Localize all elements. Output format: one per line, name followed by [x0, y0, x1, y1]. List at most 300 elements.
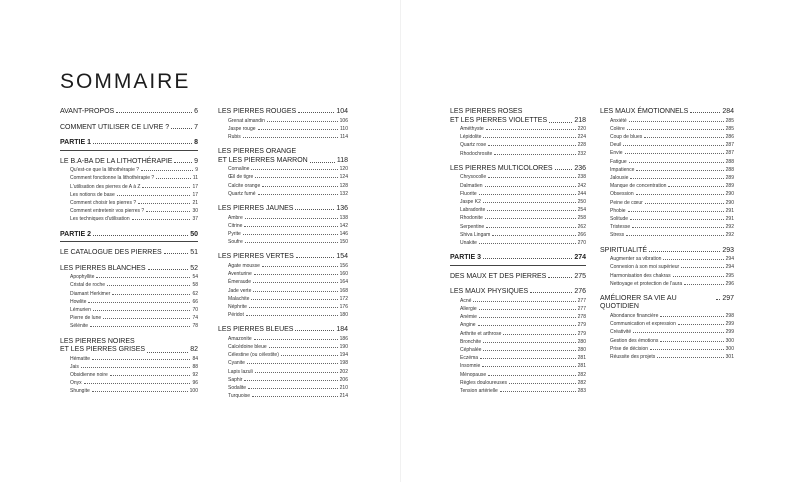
- part-heading[interactable]: [60, 139, 198, 148]
- toc-subentry[interactable]: [450, 190, 586, 198]
- subentry-title: Célestine (ou célestite): [228, 352, 279, 359]
- subentry-page: 138: [339, 214, 348, 221]
- subentry-title: Les notions de base: [70, 191, 115, 198]
- subentry-title: Comment fonctionne la lithothérapie ?: [70, 175, 155, 182]
- toc-subentry[interactable]: [60, 387, 198, 395]
- toc-subentry[interactable]: [450, 371, 586, 379]
- subentry-title: Eczéma: [460, 355, 479, 362]
- toc-subentry[interactable]: [600, 215, 734, 223]
- subentry-page: 9: [195, 167, 198, 174]
- toc-subentry[interactable]: [600, 117, 734, 125]
- dot-leader: [269, 347, 338, 348]
- toc-subentry[interactable]: [60, 281, 198, 289]
- toc-subentry[interactable]: [600, 272, 734, 280]
- entry-page: 118: [336, 156, 348, 164]
- entry-title: AVANT-PROPOS: [60, 108, 115, 115]
- toc-subentry[interactable]: [600, 141, 734, 149]
- subentry-page: 258: [577, 215, 586, 222]
- subentry-page: 210: [339, 385, 348, 392]
- toc-subentry[interactable]: [600, 207, 734, 215]
- toc-subentry[interactable]: [600, 320, 734, 328]
- toc-subentry[interactable]: [218, 125, 348, 133]
- toc-subentry[interactable]: [600, 182, 734, 190]
- entry-title: LE CATALOGUE DES PIERRES: [60, 249, 162, 257]
- subentry-title: Colère: [610, 125, 625, 132]
- entry-page: 154: [336, 253, 348, 261]
- subentry-page: 242: [577, 182, 586, 189]
- toc-section: [600, 108, 734, 240]
- subentry-page: 224: [577, 134, 586, 141]
- subentry-page: 290: [725, 191, 734, 198]
- dot-leader: [295, 209, 334, 210]
- toc-subentry[interactable]: [218, 351, 348, 359]
- toc-subentry[interactable]: [600, 158, 734, 166]
- toc-subentry[interactable]: [450, 330, 586, 338]
- subentry-title: Solitude: [610, 215, 629, 222]
- toc-entry[interactable]: [450, 288, 586, 297]
- subentry-page: 281: [577, 355, 586, 362]
- subentry-title: Augmenter sa vibration: [610, 256, 662, 263]
- dot-leader: [296, 257, 335, 258]
- toc-subentry[interactable]: [600, 149, 734, 157]
- toc-entry[interactable]: [218, 108, 348, 117]
- entry-page: 293: [722, 246, 734, 254]
- entry-page: 6: [194, 108, 198, 115]
- toc-entry[interactable]: [218, 205, 348, 214]
- toc-subentry[interactable]: [218, 303, 348, 311]
- subentry-page: 190: [339, 344, 348, 351]
- toc-subentry[interactable]: [600, 353, 734, 361]
- toc-subentry[interactable]: [218, 287, 348, 295]
- subentry-page: 124: [339, 174, 348, 181]
- subentry-title: Ambre: [228, 214, 243, 221]
- subentry-page: 287: [725, 142, 734, 149]
- subentry-title: Unakite: [460, 240, 477, 247]
- toc-subentry[interactable]: [218, 262, 348, 270]
- toc-entry[interactable]: [600, 108, 734, 117]
- subentry-page: 21: [192, 199, 198, 206]
- toc-subentry[interactable]: [60, 273, 198, 281]
- subentry-page: 250: [577, 199, 586, 206]
- subentry-page: 295: [725, 272, 734, 279]
- toc-subentry[interactable]: [600, 312, 734, 320]
- dot-leader: [132, 219, 191, 220]
- subentry-title: Grenat almandin: [228, 117, 265, 124]
- toc-section: [60, 249, 198, 258]
- toc-subentry[interactable]: [450, 313, 586, 321]
- dot-leader: [138, 203, 190, 204]
- toc-subentry[interactable]: [218, 384, 348, 392]
- subentry-page: 132: [339, 190, 348, 197]
- dot-leader: [492, 235, 575, 236]
- subentry-title: Connexion à son moi supérieur: [610, 264, 680, 271]
- toc-subentry[interactable]: [450, 150, 586, 158]
- part-rule: [60, 150, 198, 151]
- dot-leader: [628, 211, 724, 212]
- toc-subentry[interactable]: [600, 199, 734, 207]
- toc-subentry[interactable]: [450, 182, 586, 190]
- toc-subentry[interactable]: [218, 278, 348, 286]
- dot-leader: [141, 170, 193, 171]
- dot-leader: [483, 202, 576, 203]
- toc-subentry[interactable]: [60, 207, 198, 215]
- subentry-page: 66: [192, 298, 198, 305]
- subentry-page: 146: [339, 230, 348, 237]
- dot-leader: [255, 372, 338, 373]
- dot-leader: [248, 388, 338, 389]
- subentry-title: Rhodonite: [460, 215, 483, 222]
- toc-subentry[interactable]: [450, 362, 586, 370]
- toc-subentry[interactable]: [450, 173, 586, 181]
- subentry-page: 37: [192, 216, 198, 223]
- toc-subentry[interactable]: [218, 117, 348, 125]
- subentry-title: Dalmatien: [460, 182, 483, 189]
- subentry-title: Envie: [610, 150, 623, 157]
- toc-subentry[interactable]: [600, 133, 734, 141]
- toc-subentry[interactable]: [218, 335, 348, 343]
- toc-section: [218, 205, 348, 246]
- subentry-page: 277: [577, 297, 586, 304]
- toc-subentry[interactable]: [60, 322, 198, 330]
- dot-leader: [171, 128, 192, 129]
- toc-subentry[interactable]: [450, 214, 586, 222]
- entry-title: SPIRITUALITÉ: [600, 246, 648, 254]
- toc-subentry[interactable]: [60, 379, 198, 387]
- toc-entry[interactable]: [450, 108, 586, 125]
- toc-subentry[interactable]: [450, 346, 586, 354]
- toc-entry[interactable]: [450, 165, 586, 174]
- toc-subentry[interactable]: [60, 306, 198, 314]
- dot-leader: [253, 282, 338, 283]
- subentry-title: Règles douloureuses: [460, 379, 507, 386]
- dot-leader: [716, 299, 720, 300]
- subentry-page: 288: [725, 158, 734, 165]
- toc-subentry[interactable]: [218, 343, 348, 351]
- subentry-title: Citrine: [228, 222, 243, 229]
- toc-subentry[interactable]: [60, 290, 198, 298]
- dot-leader: [485, 218, 576, 219]
- toc-column-4: [600, 108, 734, 368]
- subentry-title: Néphrite: [228, 303, 247, 310]
- subentry-page: 282: [577, 379, 586, 386]
- subentry-title: Soufre: [228, 239, 243, 246]
- dot-leader: [482, 366, 575, 367]
- dot-leader: [251, 299, 337, 300]
- toc-section: [450, 288, 586, 395]
- dot-leader: [629, 162, 724, 163]
- toc-subentry[interactable]: [60, 191, 198, 199]
- toc-subentry[interactable]: [218, 173, 348, 181]
- dot-leader: [117, 195, 191, 196]
- subentry-title: Diamant Herkimer: [70, 290, 111, 297]
- subentry-page: 17: [192, 191, 198, 198]
- subentry-title: Shiva Lingam: [460, 231, 491, 238]
- toc-subentry[interactable]: [600, 190, 734, 198]
- toc-subentry[interactable]: [450, 223, 586, 231]
- dot-leader: [483, 258, 572, 259]
- subentry-title: Comment choisir les pierres ?: [70, 199, 137, 206]
- toc-subentry[interactable]: [218, 295, 348, 303]
- subentry-title: Quartz rose: [460, 142, 487, 149]
- subentry-title: Rubis: [228, 133, 241, 140]
- toc-subentry[interactable]: [600, 280, 734, 288]
- toc-subentry[interactable]: [60, 298, 198, 306]
- toc-subentry[interactable]: [450, 133, 586, 141]
- toc-section: [60, 124, 198, 133]
- dot-leader: [244, 380, 337, 381]
- toc-subentry[interactable]: [218, 392, 348, 400]
- toc-subentry[interactable]: [450, 231, 586, 239]
- subentry-page: 299: [725, 321, 734, 328]
- dot-leader: [110, 375, 191, 376]
- subentry-page: 228: [577, 142, 586, 149]
- toc-section: [218, 326, 348, 400]
- toc-subentry[interactable]: [60, 166, 198, 174]
- subentry-page: 288: [725, 166, 734, 173]
- toc-subentry[interactable]: [60, 355, 198, 363]
- dot-leader: [281, 355, 338, 356]
- toc-entry[interactable]: [60, 124, 198, 133]
- toc-subentry[interactable]: [600, 125, 734, 133]
- entry-page: 184: [336, 326, 348, 334]
- toc-subentry[interactable]: [218, 133, 348, 141]
- entry-title: LES MAUX ÉMOTIONNELS: [600, 108, 689, 115]
- subentry-page: 128: [339, 182, 348, 189]
- entry-title: LES PIERRES VERTES: [218, 253, 294, 261]
- toc-subentry[interactable]: [450, 338, 586, 346]
- toc-entry[interactable]: [60, 249, 198, 258]
- toc-subentry[interactable]: [218, 311, 348, 319]
- subentry-page: 172: [339, 295, 348, 302]
- subentry-page: 292: [725, 232, 734, 239]
- subentry-page: 180: [339, 312, 348, 319]
- entry-title: LES PIERRES BLEUES: [218, 326, 294, 334]
- subentry-title: Sélénite: [70, 323, 89, 330]
- toc-entry[interactable]: [600, 247, 734, 256]
- dot-leader: [684, 284, 724, 285]
- subentry-page: 202: [339, 368, 348, 375]
- subentry-title: Rhodochrosite: [460, 150, 493, 157]
- subentry-page: 238: [577, 174, 586, 181]
- dot-leader: [295, 330, 334, 331]
- dot-leader: [681, 267, 723, 268]
- toc-subentry[interactable]: [218, 165, 348, 173]
- toc-entry[interactable]: [60, 338, 198, 355]
- toc-subentry[interactable]: [450, 354, 586, 362]
- entry-title: LE B.A-BA DE LA LITHOTHÉRAPIE: [60, 157, 173, 165]
- toc-subentry[interactable]: [450, 125, 586, 133]
- subentry-page: 294: [725, 256, 734, 263]
- toc-subentry[interactable]: [450, 297, 586, 305]
- dot-leader: [93, 235, 188, 236]
- subentry-page: 300: [725, 337, 734, 344]
- entry-page: 51: [190, 249, 198, 257]
- toc-subentry[interactable]: [218, 190, 348, 198]
- toc-entry[interactable]: [218, 148, 348, 165]
- toc-subentry[interactable]: [450, 239, 586, 247]
- dot-leader: [663, 259, 723, 260]
- toc-subentry[interactable]: [218, 376, 348, 384]
- dot-leader: [629, 121, 724, 122]
- toc-subentry[interactable]: [450, 206, 586, 214]
- toc-subentry[interactable]: [450, 321, 586, 329]
- dot-leader: [246, 315, 338, 316]
- dot-leader: [254, 274, 338, 275]
- toc-subentry[interactable]: [218, 230, 348, 238]
- part-rule: [60, 241, 198, 242]
- subentry-page: 279: [577, 322, 586, 329]
- toc-entry[interactable]: [450, 273, 586, 282]
- dot-leader: [548, 277, 572, 278]
- toc-subentry[interactable]: [600, 328, 734, 336]
- dot-leader: [81, 367, 191, 368]
- dot-leader: [649, 251, 720, 252]
- toc-subentry[interactable]: [600, 337, 734, 345]
- toc-entry[interactable]: [218, 253, 348, 262]
- subentry-title: Jais: [70, 363, 79, 370]
- subentry-page: 278: [577, 314, 586, 321]
- subentry-title: Calcite orange: [228, 182, 261, 189]
- toc-subentry[interactable]: [600, 231, 734, 239]
- subentry-title: Arthrite et arthrose: [460, 330, 502, 337]
- subentry-title: Peine de cœur: [610, 199, 643, 206]
- part-heading[interactable]: [450, 254, 586, 263]
- toc-subentry[interactable]: [60, 199, 198, 207]
- entry-title: PARTIE 3: [450, 254, 481, 262]
- dot-leader: [103, 318, 190, 319]
- dot-leader: [509, 383, 576, 384]
- dot-leader: [90, 326, 190, 327]
- toc-subentry[interactable]: [60, 183, 198, 191]
- subentry-title: Hématite: [70, 355, 91, 362]
- page-gutter: [400, 0, 401, 482]
- subentry-title: Prise de décision: [610, 345, 649, 352]
- entry-page: 275: [574, 272, 586, 280]
- toc-subentry[interactable]: [450, 387, 586, 395]
- subentry-page: 300: [725, 345, 734, 352]
- subentry-title: Howlite: [70, 298, 87, 305]
- subentry-title: Turquoise: [228, 393, 251, 400]
- toc-column-1: [60, 108, 198, 403]
- toc-section: [450, 273, 586, 282]
- dot-leader: [483, 342, 576, 343]
- toc-subentry[interactable]: [218, 359, 348, 367]
- part-heading[interactable]: [60, 231, 198, 240]
- subentry-title: Anxiété: [610, 117, 627, 124]
- subentry-title: Péridot: [228, 312, 244, 319]
- dot-leader: [660, 341, 723, 342]
- toc-subentry[interactable]: [60, 215, 198, 223]
- subentry-page: 120: [339, 166, 348, 173]
- toc-entry[interactable]: [60, 108, 198, 117]
- toc-subentry[interactable]: [450, 305, 586, 313]
- toc-subentry[interactable]: [60, 314, 198, 322]
- subentry-page: 206: [339, 376, 348, 383]
- entry-page: 52: [190, 264, 198, 272]
- dot-leader: [626, 235, 723, 236]
- toc-entry[interactable]: [60, 158, 198, 167]
- subentry-page: 164: [339, 279, 348, 286]
- toc-subentry[interactable]: [600, 345, 734, 353]
- subentry-page: 62: [192, 290, 198, 297]
- toc-subentry[interactable]: [600, 174, 734, 182]
- toc-column-2: [218, 108, 348, 407]
- subentry-title: Comment entretenir vos pierres ?: [70, 208, 145, 215]
- dot-leader: [657, 357, 723, 358]
- subentry-title: Apophyllite: [70, 274, 95, 281]
- dot-leader: [479, 194, 576, 195]
- subentry-title: Gestion des émotions: [610, 337, 659, 344]
- toc-subentry[interactable]: [218, 270, 348, 278]
- toc-subentry[interactable]: [450, 141, 586, 149]
- dot-leader: [486, 129, 576, 130]
- toc-subentry[interactable]: [600, 223, 734, 231]
- dot-leader: [644, 137, 723, 138]
- subentry-page: 17: [192, 183, 198, 190]
- toc-subentry[interactable]: [60, 174, 198, 182]
- toc-subentry[interactable]: [600, 263, 734, 271]
- subentry-title: Fluorite: [460, 190, 477, 197]
- dot-leader: [479, 309, 576, 310]
- subentry-page: 198: [339, 360, 348, 367]
- toc-subentry[interactable]: [218, 222, 348, 230]
- subentry-title: Lépidolite: [460, 134, 482, 141]
- toc-entry[interactable]: [60, 265, 198, 274]
- toc-subentry[interactable]: [60, 371, 198, 379]
- toc-subentry[interactable]: [218, 214, 348, 222]
- subentry-page: 88: [192, 363, 198, 370]
- dot-leader: [500, 391, 576, 392]
- toc-entry[interactable]: [600, 295, 734, 312]
- toc-subentry[interactable]: [218, 238, 348, 246]
- dot-leader: [636, 170, 723, 171]
- dot-leader: [92, 391, 188, 392]
- subentry-page: 74: [192, 315, 198, 322]
- subentry-title: Labradorite: [460, 207, 486, 214]
- subentry-title: Créativité: [610, 329, 632, 336]
- dot-leader: [625, 153, 724, 154]
- toc-subentry[interactable]: [218, 368, 348, 376]
- subentry-title: Cristal de roche: [70, 282, 106, 289]
- toc-subentry[interactable]: [450, 198, 586, 206]
- toc-subentry[interactable]: [600, 255, 734, 263]
- entry-title: LES PIERRES ORANGE ET LES PIERRES MARRON: [218, 148, 308, 164]
- toc-subentry[interactable]: [60, 363, 198, 371]
- dot-leader: [650, 349, 724, 350]
- subentry-page: 114: [340, 133, 348, 140]
- toc-subentry[interactable]: [218, 182, 348, 190]
- toc-section: [218, 148, 348, 198]
- subentry-title: Lapis lazuli: [228, 368, 253, 375]
- toc-entry[interactable]: [218, 326, 348, 335]
- dot-leader: [488, 375, 576, 376]
- entry-page: 276: [574, 288, 586, 296]
- dot-leader: [107, 285, 190, 286]
- entry-page: 7: [194, 123, 198, 131]
- subentry-page: 100: [189, 388, 198, 395]
- dot-leader: [243, 137, 338, 138]
- subentry-page: 285: [725, 125, 734, 132]
- entry-title: LES PIERRES NOIRES ET LES PIERRES GRISES: [60, 337, 146, 354]
- dot-leader: [630, 219, 724, 220]
- subentry-page: 281: [577, 363, 586, 370]
- toc-subentry[interactable]: [600, 166, 734, 174]
- subentry-page: 220: [577, 126, 586, 133]
- toc-subentry[interactable]: [450, 379, 586, 387]
- dot-leader: [478, 325, 576, 326]
- subentry-page: 270: [577, 240, 586, 247]
- subentry-title: Impatience: [610, 166, 635, 173]
